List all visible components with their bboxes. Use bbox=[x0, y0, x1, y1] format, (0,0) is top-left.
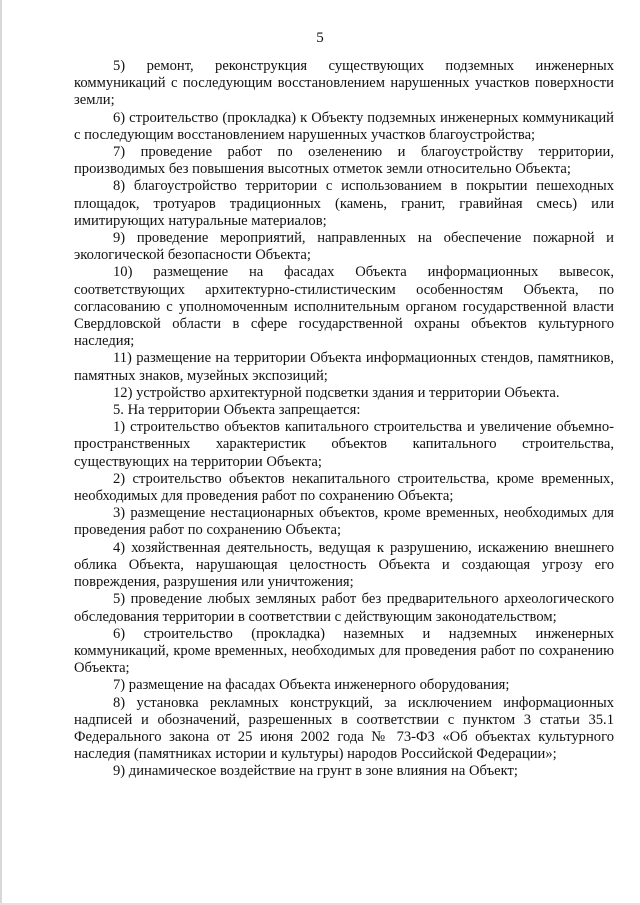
paragraph: 11) размещение на территории Объекта информационных стендов, памятников, памятных знаков, музейных экспозиций; bbox=[74, 350, 614, 384]
paragraph: 10) размещение на фасадах Объекта информационных вывесок, соответствующих архитектурно-стилистическим особенностям Объекта, по согласованию с уполномоченным исполнительным органом государственной власти Свердловской области в сфере государственной охраны объектов культурного наследия; bbox=[74, 264, 614, 350]
paragraph: 8) благоустройство территории с использованием в покрытии пешеходных площадок, тротуаров традиционных (камень, гранит, гравийная смесь) или имитирующих натуральные материалов; bbox=[74, 178, 614, 229]
paragraph: 5) ремонт, реконструкция существующих подземных инженерных коммуникаций с последующим восстановлением нарушенных участков поверхности земли; bbox=[74, 58, 614, 109]
paragraph: 2) строительство объектов некапитального строительства, кроме временных, необходимых для проведения работ по сохранению Объекта; bbox=[74, 470, 614, 505]
section-heading: 5. На территории Объекта запрещается: bbox=[113, 402, 361, 419]
page-number: 5 bbox=[316, 30, 324, 46]
paragraph: 5) проведение любых земляных работ без предварительного археологического обследования территории в соответствии с действующим законодательством; bbox=[74, 591, 614, 625]
paragraph: 3) размещение нестационарных объектов, кроме временных, необходимых для проведения работ по сохранению Объекта; bbox=[74, 505, 614, 539]
paragraph: 8) установка рекламных конструкций, за исключением информационных надписей и обозначений, разрешенных в соответствии с пунктом 3 статьи 35.1 Федерального закона от 25 июня 2002 года № 73-ФЗ «Об объектах культурного наследия (памятниках истории и культуры) народов Российской Федерации»; bbox=[74, 694, 614, 763]
paragraph: 7) размещение на фасадах Объекта инженерного оборудования; bbox=[113, 677, 510, 694]
document-body bbox=[74, 58, 614, 781]
paragraph: 4) хозяйственная деятельность, ведущая к разрушению, искажению внешнего облика Объекта, нарушающая целостность Объекта и создающая угрозу его повреждения, разрушения или уничтожения; bbox=[74, 539, 614, 591]
paragraph: 12) устройство архитектурной подсветки здания и территории Объекта. bbox=[113, 384, 560, 401]
paragraph: 7) проведение работ по озеленению и благоустройству территории, производимых без повышения высотных отметок земли относительно Объекта; bbox=[74, 144, 614, 178]
scan-edge-left bbox=[0, 0, 2, 905]
paragraph: 9) проведение мероприятий, направленных на обеспечение пожарной и экологической безопасности Объекта; bbox=[74, 230, 614, 264]
paragraph: 9) динамическое воздействие на грунт в зоне влияния на Объект; bbox=[113, 763, 518, 780]
paragraph: 6) строительство (прокладка) наземных и надземных инженерных коммуникаций, кроме временных, необходимых для проведения работ по сохранению Объекта; bbox=[74, 625, 614, 677]
paragraph: 1) строительство объектов капитального строительства и увеличение объемно-пространственных характеристик объектов капитального строительства, существующих на территории Объекта; bbox=[74, 419, 614, 470]
paragraph: 6) строительство (прокладка) к Объекту подземных инженерных коммуникаций с последующим восстановлением нарушенных участков благоустройства; bbox=[74, 109, 614, 143]
